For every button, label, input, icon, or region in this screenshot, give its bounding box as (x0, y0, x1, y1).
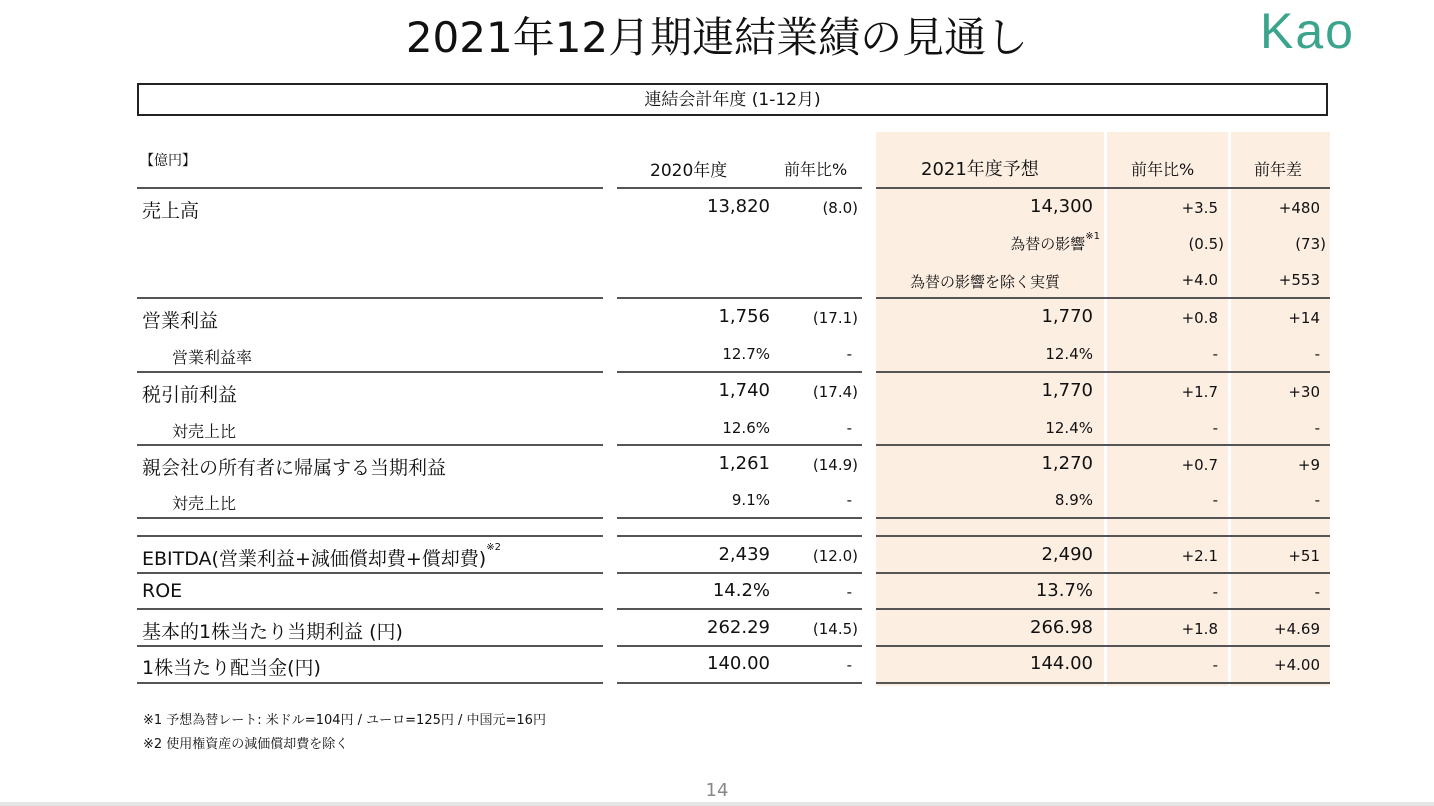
net-fy2020: 1,261 (718, 453, 770, 474)
op-yoy2020: (17.1) (812, 309, 858, 327)
roe-fy2021: 13.7% (1035, 580, 1093, 601)
page-title: 2021年12月期連結業績の見通し (405, 13, 1029, 62)
roe-yoy2021: - (1212, 583, 1218, 601)
page-number: 14 (705, 780, 729, 801)
ebitda-yoy2020: (12.0) (812, 547, 858, 565)
table-rule (617, 608, 862, 610)
table-rule (617, 297, 862, 299)
table-rule (617, 517, 862, 519)
table-rule (137, 645, 603, 647)
table-rule (876, 297, 1330, 299)
net-yoy2021: +0.7 (1181, 456, 1218, 474)
fx-excl-label: 為替の影響を除く実質 (910, 273, 1061, 291)
op-diff: +14 (1288, 309, 1320, 327)
table-rule (137, 187, 603, 189)
fx-yoy2021: (0.5) (1188, 235, 1224, 253)
net-ratio-fy2020: 9.1% (731, 491, 770, 509)
table-rule (617, 535, 862, 537)
dps-yoy2021: - (1212, 656, 1218, 674)
fx-label-wrap (880, 233, 1100, 254)
pretax-diff: +30 (1288, 383, 1320, 401)
bottom-divider (0, 802, 1434, 806)
pretax-yoy2021: +1.7 (1181, 383, 1218, 401)
table-rule (876, 517, 1330, 519)
op-margin-yoy2021: - (1212, 345, 1218, 363)
sales-diff: +480 (1278, 199, 1320, 217)
header-yoy2021: 前年比% (1131, 160, 1195, 179)
pretax-ratio-yoy2020: - (846, 419, 852, 437)
sales-yoy2021: +3.5 (1181, 199, 1218, 217)
op-margin-fy2021: 12.4% (1045, 345, 1093, 363)
table-rule (876, 645, 1330, 647)
fx-diff: (73) (1295, 235, 1326, 253)
table-rule (137, 297, 603, 299)
sales-fy2020: 13,820 (707, 196, 770, 217)
table-rule (876, 535, 1330, 537)
roe-fy2020: 14.2% (712, 580, 770, 601)
eps-yoy2020: (14.5) (812, 620, 858, 638)
op-fy2020: 1,756 (718, 306, 770, 327)
table-rule (876, 371, 1330, 373)
sales-fy2021: 14,300 (1030, 196, 1093, 217)
dps-yoy2020: - (846, 656, 852, 674)
row-label-pretax: 税引前利益 (142, 384, 238, 406)
pretax-ratio-yoy2021: - (1212, 419, 1218, 437)
table-rule (137, 444, 603, 446)
pretax-yoy2020: (17.4) (812, 383, 858, 401)
row-label-pretax-ratio: 対売上比 (172, 422, 237, 441)
footnote-1: ※1 予想為替レート: 米ドル=104円 / ユーロ=125円 / 中国元=16円 (143, 713, 546, 728)
row-label-ebitda: EBITDA(営業利益+減価償却費+償却費) (142, 548, 487, 570)
pretax-ratio-fy2021: 12.4% (1045, 419, 1093, 437)
dps-fy2020: 140.00 (707, 653, 770, 674)
op-yoy2021: +0.8 (1181, 309, 1218, 327)
table-rule (137, 682, 603, 684)
pretax-fy2021: 1,770 (1041, 380, 1093, 401)
table-rule (617, 371, 862, 373)
table-rule (617, 682, 862, 684)
table-rule (876, 572, 1330, 574)
table-rule (876, 444, 1330, 446)
net-ratio-fy2021: 8.9% (1054, 491, 1093, 509)
net-fy2021: 1,270 (1041, 453, 1093, 474)
table-rule (617, 187, 862, 189)
op-margin-yoy2020: - (846, 345, 852, 363)
table-rule (876, 682, 1330, 684)
ebitda-diff: +51 (1288, 547, 1320, 565)
header-fy2021: 2021年度予想 (921, 159, 1039, 180)
ebitda-fy2020: 2,439 (718, 544, 770, 565)
header-yoy2020: 前年比% (784, 160, 848, 179)
op-fy2021: 1,770 (1041, 306, 1093, 327)
net-ratio-yoy2020: - (846, 491, 852, 509)
footnote-2: ※2 使用権資産の減価償却費を除く (143, 737, 349, 752)
roe-diff: - (1314, 583, 1320, 601)
row-label-roe: ROE (142, 580, 183, 602)
fx-note: ※1 (1085, 231, 1100, 242)
roe-yoy2020: - (846, 583, 852, 601)
row-label-sales: 売上高 (142, 200, 200, 222)
period-header: 連結会計年度 (1-12月) (137, 83, 1328, 116)
table-rule (137, 371, 603, 373)
fx-label: 為替の影響 (1010, 235, 1086, 253)
row-label-net: 親会社の所有者に帰属する当期利益 (142, 457, 447, 479)
net-yoy2020: (14.9) (812, 456, 858, 474)
fx-excl-yoy2021: +4.0 (1181, 271, 1218, 289)
kao-logo (1258, 2, 1408, 62)
eps-fy2020: 262.29 (707, 617, 770, 638)
pretax-ratio-fy2020: 12.6% (722, 419, 770, 437)
pretax-ratio-diff: - (1314, 419, 1320, 437)
ebitda-yoy2021: +2.1 (1181, 547, 1218, 565)
row-label-op: 営業利益 (142, 310, 219, 332)
eps-fy2021: 266.98 (1030, 617, 1093, 638)
dps-diff: +4.00 (1274, 656, 1320, 674)
table-rule (617, 444, 862, 446)
net-ratio-diff: - (1314, 491, 1320, 509)
logo-text: Kao (1260, 3, 1355, 59)
row-label-net-ratio: 対売上比 (172, 494, 237, 513)
op-margin-fy2020: 12.7% (722, 345, 770, 363)
sales-yoy2020: (8.0) (822, 199, 858, 217)
table-rule (137, 608, 603, 610)
row-label-dps: 1株当たり配当金(円) (142, 657, 321, 679)
table-rule (137, 535, 603, 537)
net-ratio-yoy2021: - (1212, 491, 1218, 509)
ebitda-note: ※2 (486, 542, 501, 553)
ebitda-fy2021: 2,490 (1041, 544, 1093, 565)
table-rule (137, 517, 603, 519)
pretax-fy2020: 1,740 (718, 380, 770, 401)
row-label-eps: 基本的1株当たり当期利益 (円) (142, 621, 403, 643)
fx-excl-diff: +553 (1278, 271, 1320, 289)
op-margin-diff: - (1314, 345, 1320, 363)
table-rule (876, 608, 1330, 610)
header-diff2021: 前年差 (1254, 160, 1303, 179)
row-label-ebitda-wrap (142, 544, 501, 571)
dps-fy2021: 144.00 (1030, 653, 1093, 674)
net-diff: +9 (1297, 456, 1320, 474)
table-rule (876, 187, 1330, 189)
eps-diff: +4.69 (1274, 620, 1320, 638)
table-rule (617, 645, 862, 647)
table-rule (617, 572, 862, 574)
unit-label: 【億円】 (140, 153, 196, 169)
eps-yoy2021: +1.8 (1181, 620, 1218, 638)
row-label-op-margin: 営業利益率 (172, 348, 253, 367)
header-fy2020: 2020年度 (650, 161, 728, 181)
table-rule (137, 572, 603, 574)
